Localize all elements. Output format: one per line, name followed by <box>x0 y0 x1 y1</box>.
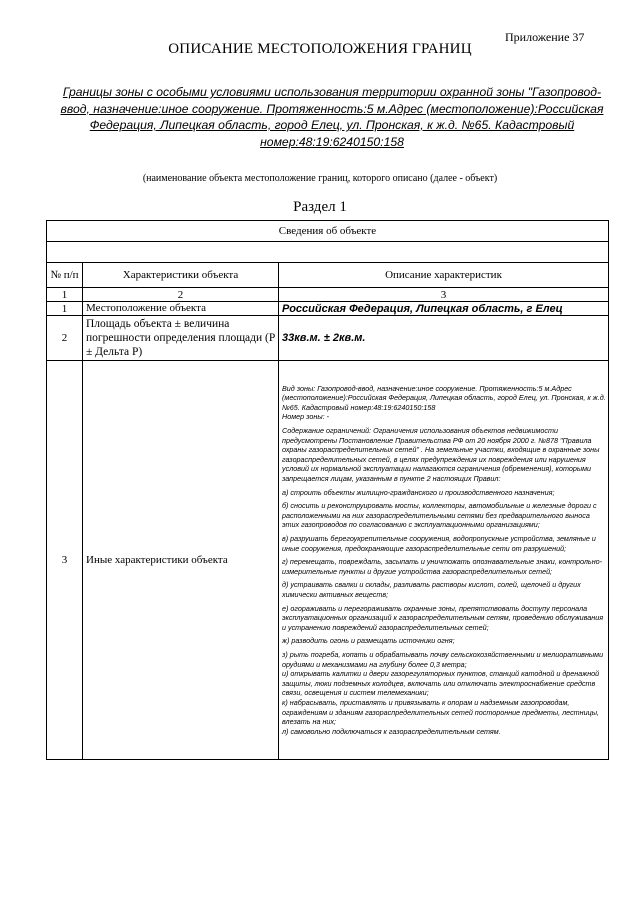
table-title: Сведения об объекте <box>47 221 609 242</box>
column-number: 3 <box>279 288 609 302</box>
table-row <box>47 361 609 760</box>
column-header-description: Описание характеристик <box>279 263 609 288</box>
characteristic-name: Площадь объекта ± величина погрешности определения площади (P ± Дельта P) <box>83 316 279 361</box>
characteristic-name: Иные характеристики объекта <box>83 361 279 760</box>
restriction-paragraph: б) сносить и реконструировать мосты, коллекторы, автомобильные и железные дороги с расположенными на них газораспределительными сетями без предварительного выноса этих газопроводов по согласованию с эксплуатационными организациями; <box>282 501 597 530</box>
restriction-paragraph: з) рыть погреба, копать и обрабатывать почву сельскохозяйственными и мелиоративными орудиями и механизмами на глубину более 0,3 метра; <box>282 649 604 669</box>
column-header-num: № п/п <box>47 263 83 288</box>
restriction-paragraph: в) разрушать берегоукрепительные сооружения, водопропускные устройства, земляные и иные сооружения, предохраняющие газораспределительные сети от разрушений; <box>282 534 596 553</box>
appendix-label: Приложение 37 <box>505 30 585 44</box>
table-empty-row <box>47 242 609 263</box>
row-number: 2 <box>47 316 83 361</box>
restriction-paragraph: Номер зоны: - <box>282 412 329 422</box>
table-title-row <box>47 221 609 242</box>
object-info-table <box>46 220 609 760</box>
table-row <box>47 302 609 316</box>
empty-cell <box>47 242 609 263</box>
restriction-paragraph: е) огораживать и перегораживать охранные зоны, препятствовать доступу персонала эксплуатационных организаций к газораспределительным сетям, проведению обслуживания и устранению повреждений газораспределительных сетей; <box>282 603 604 632</box>
column-header-characteristic: Характеристики объекта <box>83 263 279 288</box>
table-row <box>47 316 609 361</box>
restriction-paragraph: л) самовольно подключаться к газораспределительным сетям. <box>282 726 501 736</box>
restriction-paragraph: и) открывать калитки и двери газорегуляторных пунктов, станций катодной и дренажной защиты, люки подземных колодцев, включать или отключать электроснабжение средств связи, освещения и систем телемеханики; <box>282 669 600 698</box>
restriction-paragraph: ж) разводить огонь и размещать источники огня; <box>282 636 455 646</box>
row-number: 1 <box>47 302 83 316</box>
restriction-paragraph: г) перемещать, повреждать, засыпать и уничтожать опознавательные знаки, контрольно-измерительные пункты и другие устройства газораспределительных сетей; <box>282 557 603 576</box>
restriction-paragraph: Содержание ограничений: Ограничения использования объектов недвижимости предусмотрены Постановление Правительства РФ от 20 ноября 2000 г. №878 "Правила охраны газораспределительных сетей" . На земельные участки, входящие в охранные зоны газораспределительных сетей, в целях предупреждения их повреждения или нарушения условий их нормальной эксплуатации налагаются ограничения (обременения), которыми запрещается лицам, указанным в пункте 2 настоящих Правил: <box>282 426 600 484</box>
restriction-paragraph: к) набрасывать, приставлять и привязывать к опорам и надземным газопроводам, ограждениям и зданиям газораспределительных сетей посторонние предметы, лестницы, влезать на них; <box>282 697 600 727</box>
column-number-row <box>47 288 609 302</box>
characteristic-name: Местоположение объекта <box>83 302 279 316</box>
section-title: Раздел 1 <box>293 199 347 215</box>
object-description: Границы зоны с особыми условиями использования территории охранной зоны "Газопровод-ввод, назначение:иное сооружение. Протяженность:5 м.Адрес (местоположение):Российская Федерация, Липецкая область, город Елец, ул. Пронская, к ж.д. №65. Кадастровый номер:48:19:6240150:158 <box>60 85 604 149</box>
column-number: 1 <box>47 288 83 302</box>
characteristic-value: Российская Федерация, Липецкая область, г Елец <box>279 302 609 316</box>
restriction-paragraph: а) строить объекты жилищно-гражданского и производственного назначения; <box>282 487 555 497</box>
characteristic-value-block <box>279 361 609 760</box>
restriction-paragraph: д) устраивать свалки и склады, разливать растворы кислот, солей, щелочей и других химически активных веществ; <box>282 580 581 599</box>
object-caption: (наименование объекта местоположение границ, которого описано (далее - объект) <box>142 173 498 184</box>
row-number: 3 <box>47 361 83 760</box>
table-header-row <box>47 263 609 288</box>
restriction-paragraph: Вид зоны: Газопровод-ввод, назначение:иное сооружение. Протяженность:5 м.Адрес (местоположение):Российская Федерация, Липецкая область, город Елец, ул. Пронская, к ж.д. №65. Кадастровый номер:48:19:6240150:158 <box>282 383 606 412</box>
document-title: ОПИСАНИЕ МЕСТОПОЛОЖЕНИЯ ГРАНИЦ <box>168 41 472 57</box>
characteristic-value: 33кв.м. ± 2кв.м. <box>279 316 609 361</box>
column-number: 2 <box>83 288 279 302</box>
